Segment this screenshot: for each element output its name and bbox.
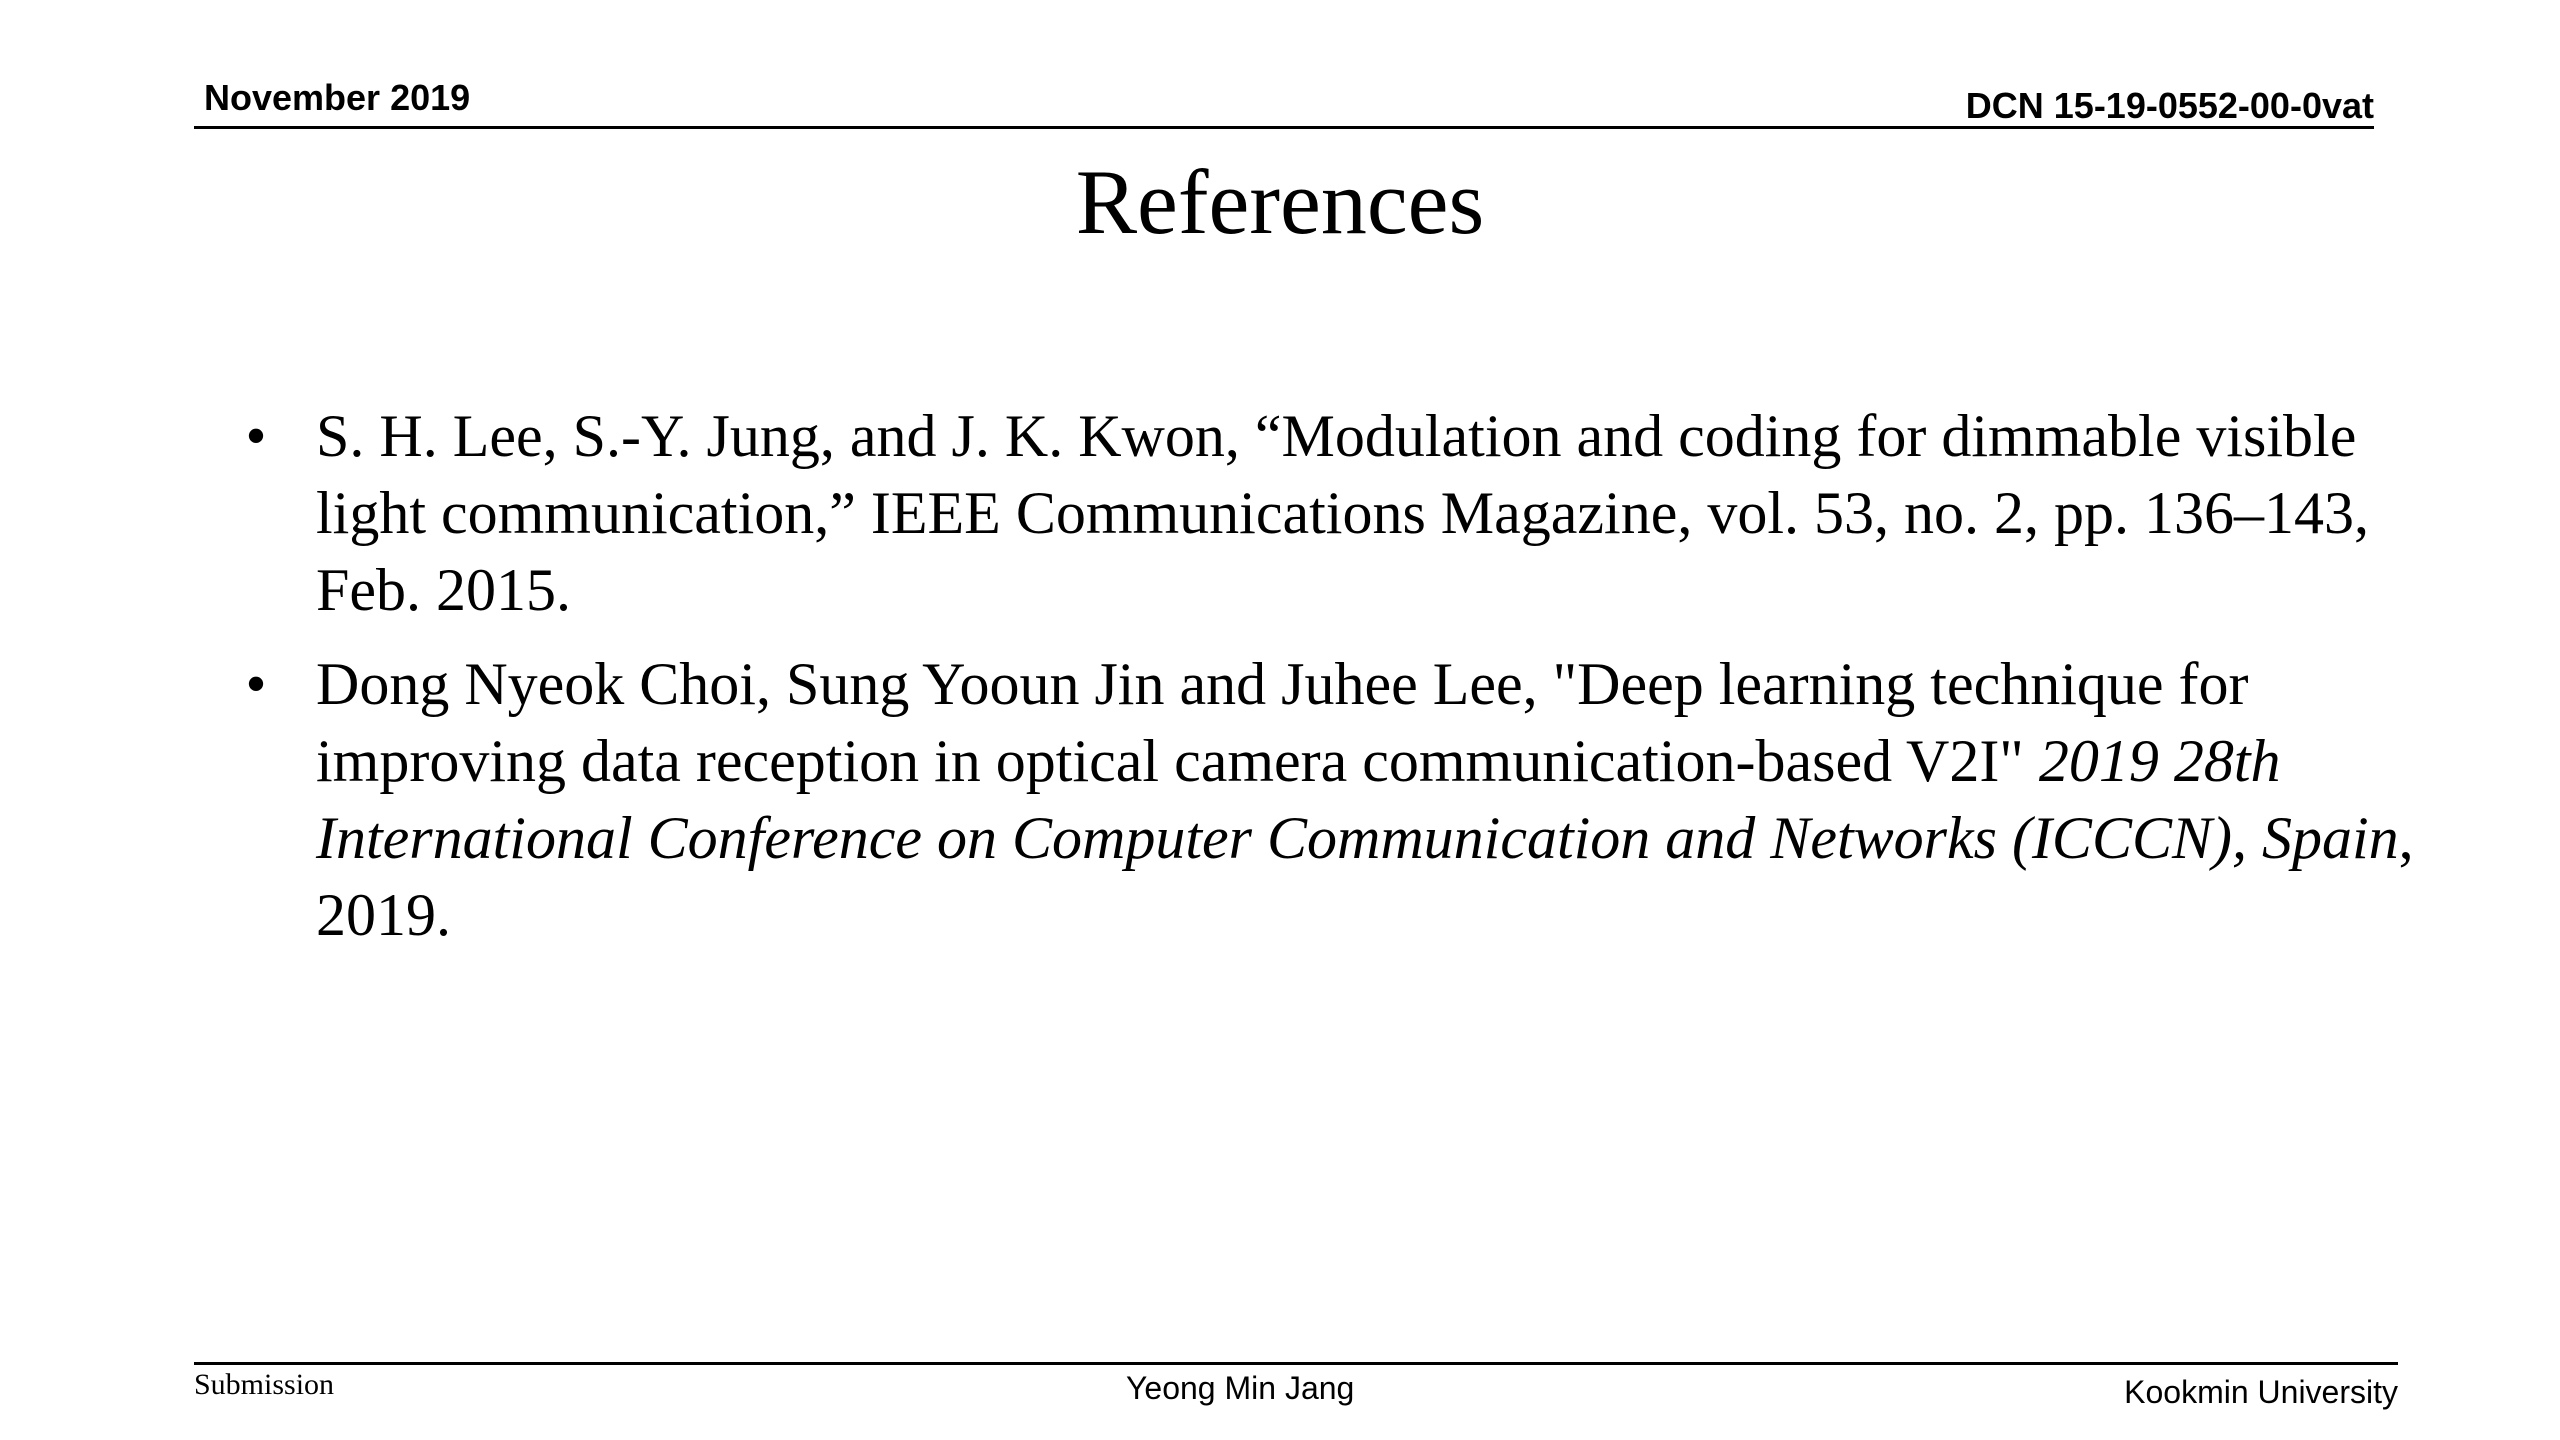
reference-item-1	[236, 398, 2416, 629]
reference-venue: 2019 28th International Conference on Computer Communication and Networks (ICCCN), Spain	[316, 728, 2399, 871]
footer-affiliation: Kookmin University	[2124, 1374, 2398, 1410]
reference-list	[236, 398, 2416, 971]
slide-title: References	[1075, 151, 1485, 253]
footer-author: Yeong Min Jang	[1126, 1370, 1355, 1406]
reference-item-2	[236, 646, 2416, 954]
footer-divider	[194, 1362, 2398, 1365]
reference-year: , 2019.	[316, 805, 2414, 948]
bullet-icon: •	[245, 403, 267, 469]
header-divider	[194, 126, 2374, 129]
bullet-icon: •	[245, 651, 267, 717]
reference-text: S. H. Lee, S.-Y. Jung, and J. K. Kwon, “Modulation and coding for dimmable visible light communication,” IEEE Communications Magazine, vol. 53, no. 2, pp. 136–143, Feb. 2015.	[316, 403, 2370, 623]
header-date: November 2019	[204, 77, 471, 118]
header-document-id: DCN 15-19-0552-00-0vat	[1965, 85, 2374, 126]
footer-submission: Submission	[194, 1368, 335, 1401]
reference-text: Dong Nyeok Choi, Sung Yooun Jin and Juhee Lee, "Deep learning technique for improving data reception in optical camera communication-based V2I"	[316, 651, 2249, 794]
